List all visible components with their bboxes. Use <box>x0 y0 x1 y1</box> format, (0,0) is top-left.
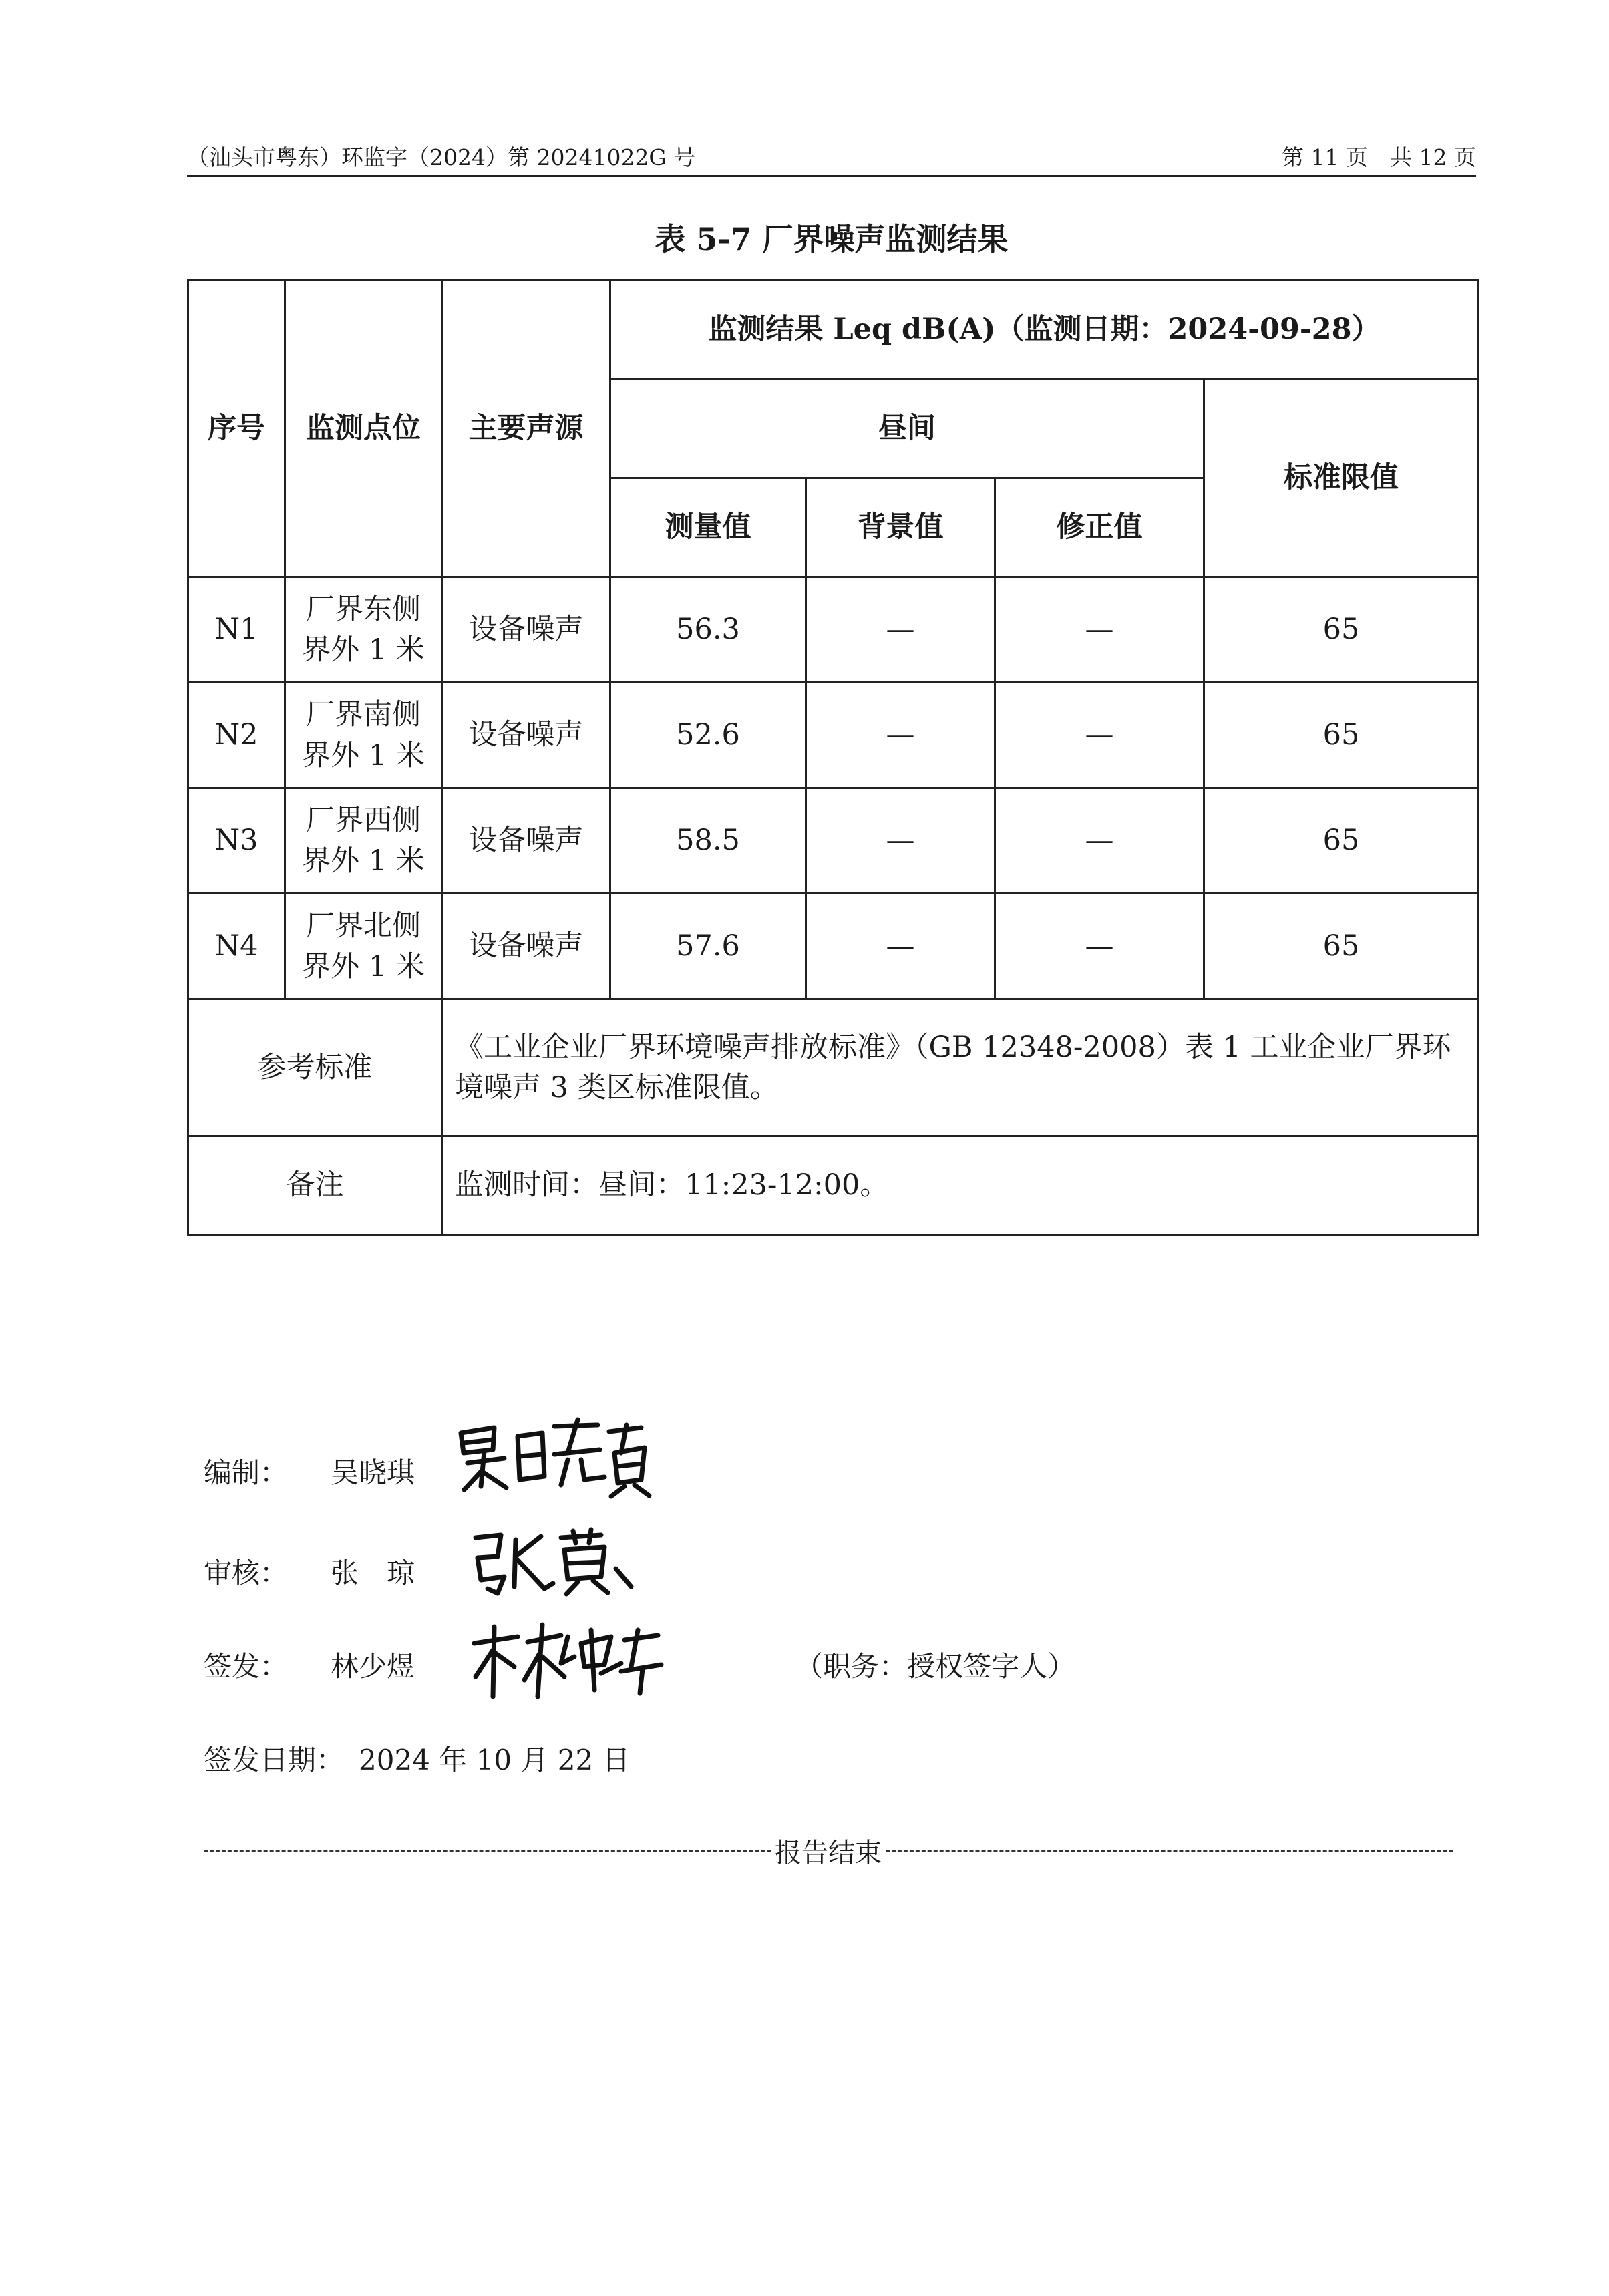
issuer-title: （职务：授权签字人） <box>795 1650 1076 1683</box>
page-header <box>187 140 1476 177</box>
reference-text: 《工业企业厂界环境噪声排放标准》（GB 12348-2008）表 1 工业企业厂界环境噪声 3 类区标准限值。 <box>442 999 1479 1136</box>
table-row <box>188 577 1479 683</box>
reviewed-name: 张 琼 <box>331 1556 415 1589</box>
row-corrected: — <box>995 894 1204 999</box>
report-number: （汕头市粤东）环监字（2024）第 20241022G 号 <box>187 144 696 170</box>
row-id: N1 <box>188 577 285 683</box>
row-location: 厂界西侧 界外 1 米 <box>285 788 442 894</box>
table-title: 表 5-7 厂界噪声监测结果 <box>655 221 1009 257</box>
row-location: 厂界东侧 界外 1 米 <box>285 577 442 683</box>
divider-left <box>204 1850 771 1852</box>
issued-label: 签发： <box>204 1650 289 1683</box>
reviewed-by <box>204 1551 415 1591</box>
remarks-label: 备注 <box>188 1136 442 1235</box>
row-source: 设备噪声 <box>442 683 610 788</box>
issued-name: 林少煜 <box>331 1650 415 1683</box>
report-end-line <box>204 1832 1453 1870</box>
header-background: 背景值 <box>806 478 995 577</box>
row-corrected: — <box>995 788 1204 894</box>
row-limit: 65 <box>1204 788 1479 894</box>
table-row <box>188 894 1479 999</box>
row-limit: 65 <box>1204 894 1479 999</box>
handwritten-signature-preparer <box>454 1413 655 1500</box>
issued-by <box>204 1645 415 1685</box>
row-background: — <box>806 788 995 894</box>
row-measured: 58.5 <box>610 788 806 894</box>
row-id: N2 <box>188 683 285 788</box>
row-id: N3 <box>188 788 285 894</box>
row-measured: 52.6 <box>610 683 806 788</box>
noise-results-table <box>187 279 1479 1236</box>
row-source: 设备噪声 <box>442 577 610 683</box>
reviewed-label: 审核： <box>204 1556 289 1589</box>
report-end-text: 报告结束 <box>775 1838 882 1868</box>
row-limit: 65 <box>1204 683 1479 788</box>
row-location: 厂界南侧 界外 1 米 <box>285 683 442 788</box>
header-daytime: 昼间 <box>610 379 1204 478</box>
row-background: — <box>806 577 995 683</box>
row-source: 设备噪声 <box>442 788 610 894</box>
row-corrected: — <box>995 577 1204 683</box>
row-location: 厂界北侧 界外 1 米 <box>285 894 442 999</box>
handwritten-signature-issuer <box>468 1617 668 1703</box>
table-row <box>188 683 1479 788</box>
row-corrected: — <box>995 683 1204 788</box>
reference-label: 参考标准 <box>188 999 442 1136</box>
row-background: — <box>806 894 995 999</box>
row-id: N4 <box>188 894 285 999</box>
header-location: 监测点位 <box>285 281 442 577</box>
handwritten-signature-reviewer <box>468 1523 641 1597</box>
table-row <box>188 788 1479 894</box>
header-index: 序号 <box>188 281 285 577</box>
header-limit: 标准限值 <box>1204 379 1479 577</box>
page-number: 第 11 页 共 12 页 <box>1282 144 1476 170</box>
remarks-text: 监测时间：昼间：11:23-12:00。 <box>442 1136 1479 1235</box>
row-background: — <box>806 683 995 788</box>
issue-date <box>204 1738 631 1778</box>
remarks-row <box>188 1136 1479 1235</box>
header-corrected: 修正值 <box>995 478 1204 577</box>
row-limit: 65 <box>1204 577 1479 683</box>
header-source: 主要声源 <box>442 281 610 577</box>
row-measured: 56.3 <box>610 577 806 683</box>
row-measured: 57.6 <box>610 894 806 999</box>
row-source: 设备噪声 <box>442 894 610 999</box>
reference-row <box>188 999 1479 1136</box>
prepared-label: 编制： <box>204 1456 289 1489</box>
divider-right <box>886 1850 1453 1852</box>
issue-date-label: 签发日期： <box>204 1744 345 1776</box>
prepared-name: 吴晓琪 <box>331 1456 415 1489</box>
header-results: 监测结果 Leq dB(A)（监测日期：2024-09-28） <box>610 281 1479 379</box>
issue-date-value: 2024 年 10 月 22 日 <box>359 1744 631 1776</box>
prepared-by <box>204 1451 415 1491</box>
header-measured: 测量值 <box>610 478 806 577</box>
